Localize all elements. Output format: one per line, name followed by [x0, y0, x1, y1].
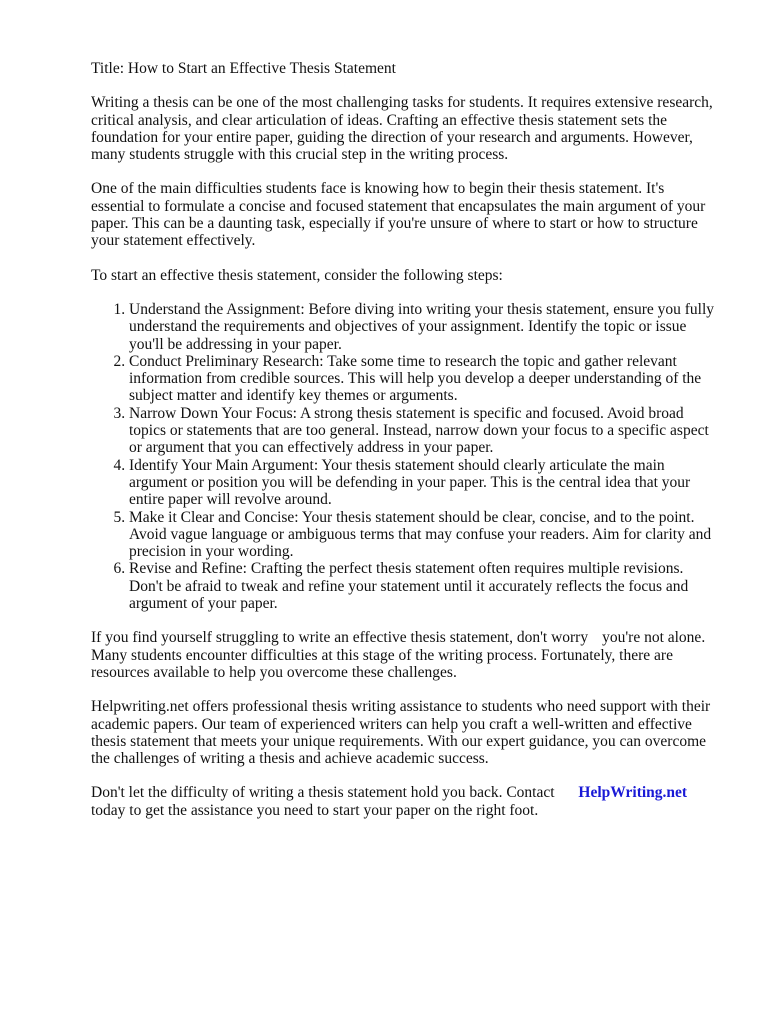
step-item-1: 1. Understand the Assignment: Before diving into writing your thesis statement, ensure you fully understand the requirements and objectives of your assignment. Identify the topic or issue you'll be addressing in your paper. — [129, 301, 721, 353]
closing-paragraph — [91, 784, 721, 819]
intro-paragraph: Writing a thesis can be one of the most challenging tasks for students. It requires extensive research, critical analysis, and clear articulation of ideas. Crafting an effective thesis statement sets the foundation for your entire paper, guiding the direction of your research and arguments. However, many students struggle with this crucial step in the writing process. — [91, 94, 713, 164]
document-page — [91, 60, 721, 836]
document-title: Title: How to Start an Effective Thesis Statement — [91, 60, 396, 77]
step-item-5: 5. Make it Clear and Concise: Your thesis statement should be clear, concise, and to the point. Avoid vague language or ambiguous terms that may confuse your readers. Aim for clarity and precision in your wording. — [129, 509, 721, 561]
service-paragraph: Helpwriting.net offers professional thesis writing assistance to students who need support with their academic papers. Our team of experienced writers can help you craft a well-written and effective thesis statement that meets your unique requirements. With our expert guidance, you can overcome the challenges of writing a thesis and achieve academic success. — [91, 698, 711, 768]
steps-list — [91, 301, 721, 612]
closing-text-after: today to get the assistance you need to start your paper on the right foot. — [91, 801, 539, 819]
step-item-4: 4. Identify Your Main Argument: Your thesis statement should clearly articulate the main argument or position you will be defending in your paper. This is the central idea that your entire paper will revolve around. — [129, 457, 721, 509]
reassurance-paragraph — [91, 629, 721, 681]
reassurance-text-b: you're not alone. Many students encounter difficulties at this stage of the writing process. Fortunately, there are resources available to help you overcome these challenges. — [91, 629, 706, 681]
step-item-2: 2. Conduct Preliminary Research: Take some time to research the topic and gather relevant information from credible sources. This will help you develop a deeper understanding of the subject matter and identify key themes or arguments. — [129, 353, 721, 405]
difficulty-paragraph: One of the main difficulties students face is knowing how to begin their thesis statement. It's essential to formulate a concise and focused statement that encapsulates the main argument of your paper. This can be a daunting task, especially if you're unsure of where to start or how to structure your statement effectively. — [91, 180, 706, 250]
helpwriting-link[interactable]: HelpWriting.net — [578, 784, 688, 802]
closing-text-before: Don't let the difficulty of writing a thesis statement hold you back. Contact — [91, 784, 555, 802]
step-item-6: 6. Revise and Refine: Crafting the perfect thesis statement often requires multiple revisions. Don't be afraid to tweak and refine your statement until it accurately reflects the focus and argument of your paper. — [129, 560, 721, 612]
step-item-3: 3. Narrow Down Your Focus: A strong thesis statement is specific and focused. Avoid broad topics or statements that are too general. Instead, narrow down your focus to a specific aspect or argument that you can effectively address in your paper. — [129, 405, 721, 457]
reassurance-text-a: If you find yourself struggling to write an effective thesis statement, don't worry — [91, 629, 589, 647]
steps-intro-paragraph: To start an effective thesis statement, consider the following steps: — [91, 266, 503, 284]
